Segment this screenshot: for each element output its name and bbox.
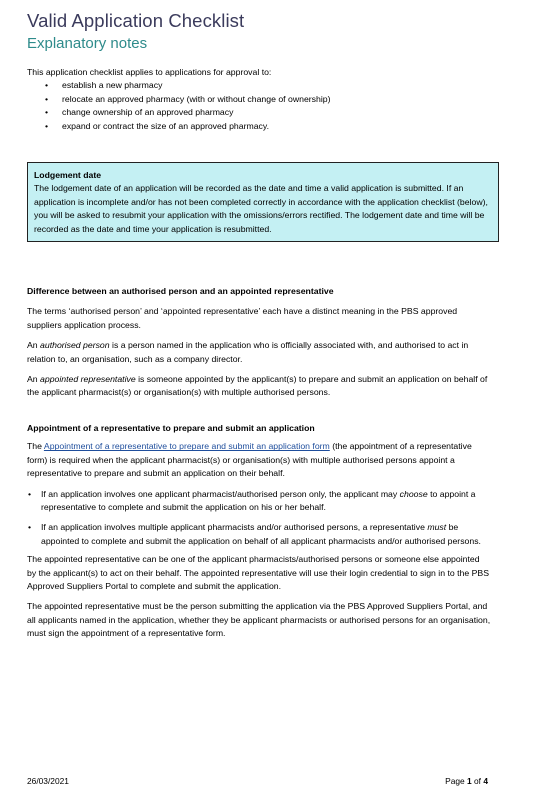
list-item: • establish a new pharmacy [27, 79, 507, 92]
appointment-paragraph-3: The appointed representative must be the person submitting the application via the PBS Approved Suppliers Portal, and all applicants named in the application, whether they be applicant pharmacists or authorised persons for an organisation, must sign the appointment of a representative form. [27, 601, 491, 639]
list-item: • If an application involves multiple applicant pharmacists and/or authorised persons, a representative must be appointed to complete and submit the application on behalf of all applicant pharmacists and/or authorised persons. [27, 521, 491, 548]
appointment-paragraph-2: The appointed representative can be one of the applicant pharmacists/authorised persons or someone else appointed by the applicant(s) to act on their behalf. The appointed representative will use their login credential to sign in to the PBS Approved Suppliers Portal to complete and submit the application. [27, 554, 489, 592]
difference-paragraph-1: The terms ‘authorised person’ and ‘appointed representative’ each have a distinct meaning in the PBS approved suppliers application process. [27, 306, 458, 330]
page-title: Valid Application Checklist [27, 10, 245, 31]
lodgement-body: The lodgement date of an application will be recorded as the date and time a valid application is submitted. If an application is incomplete and/or has not been completed correctly in accordance with the application checklist (below), you will be asked to resubmit your application with the omissions/errors rectified. The lodgement date and time will be recorded as the date and time your application is resubmitted. [34, 183, 488, 234]
difference-heading: Difference between an authorised person and an appointed representative [27, 286, 334, 296]
list-item: • change ownership of an approved pharmacy [27, 106, 507, 119]
intro-section [27, 66, 507, 133]
difference-section [27, 285, 491, 400]
difference-paragraph-3: An appointed representative is someone appointed by the applicant(s) to prepare and submit an application on behalf of the applicant pharmacist(s) or organisation(s) with multiple authorised persons. [27, 374, 488, 398]
difference-paragraph-2: An authorised person is a person named in the application who is officially associated with, and authorised to act in relation to, an organisation, such as a company director. [27, 340, 469, 364]
page-subtitle: Explanatory notes [27, 35, 148, 52]
list-item: • expand or contract the size of an approved pharmacy. [27, 120, 507, 133]
list-item: • If an application involves one applicant pharmacist/authorised person only, the applicant may choose to appoint a representative to complete and submit the application on his or her behalf. [27, 488, 491, 515]
appointment-section [27, 422, 491, 641]
footer-date: 26/03/2021 [27, 776, 69, 786]
appointment-heading: Appointment of a representative to prepare and submit an application [27, 423, 315, 433]
intro-lead: This application checklist applies to applications for approval to: [27, 67, 272, 77]
authorised-person-term: authorised person [40, 340, 110, 351]
appointment-paragraph-1: The Appointment of a representative to prepare and submit an application form (the appointment of a representative form) is required when the applicant pharmacist(s) or organisation(s) with multiple authorised persons appoint a representative to prepare and submit an application on their behalf. [27, 441, 472, 479]
intro-bullet-list [27, 79, 507, 133]
footer-page-number: Page 1 of 4 [445, 776, 488, 786]
lodgement-date-box [27, 162, 499, 242]
lodgement-heading: Lodgement date [34, 170, 102, 180]
appointment-form-link[interactable]: Appointment of a representative to prepare and submit an application form [43, 441, 330, 452]
appointed-representative-term: appointed representative [40, 374, 136, 385]
appointment-bullet-list [27, 488, 491, 549]
list-item: • relocate an approved pharmacy (with or without change of ownership) [27, 93, 507, 106]
